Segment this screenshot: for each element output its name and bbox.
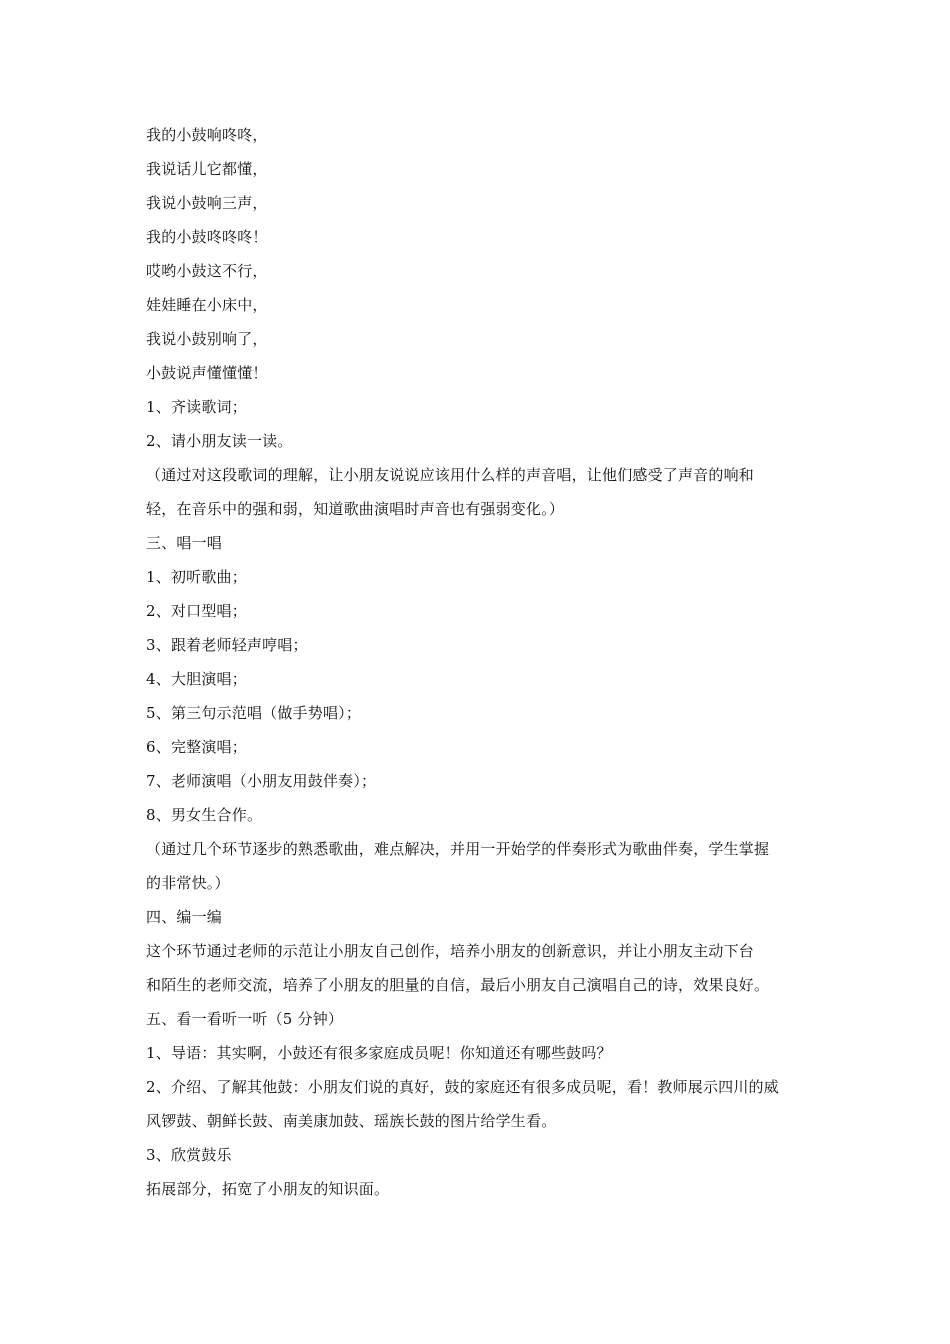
paragraph-line: 的非常快。） xyxy=(146,874,230,892)
paragraph-line: 这个环节通过老师的示范让小朋友自己创作，培养小朋友的创新意识，并让小朋友主动下台 xyxy=(146,942,755,960)
section-heading: 四、编一编 xyxy=(146,908,223,926)
list-item: 3、跟着老师轻声哼唱； xyxy=(146,636,308,654)
lyric-line: 我的小鼓咚咚咚！ xyxy=(146,228,268,246)
section-heading: 三、唱一唱 xyxy=(146,534,223,552)
document-page xyxy=(146,118,816,1206)
paragraph-line: 风锣鼓、朝鲜长鼓、南美康加鼓、瑶族长鼓的图片给学生看。 xyxy=(146,1112,557,1130)
lyric-line: 我的小鼓响咚咚， xyxy=(146,126,268,144)
song-lyrics xyxy=(146,118,816,390)
lyric-line: 我说话儿它都懂， xyxy=(146,160,268,178)
section-compose xyxy=(146,900,816,1002)
lyric-line: 哎哟小鼓这不行， xyxy=(146,262,268,280)
section-heading: 五、看一看听一听（5 分钟） xyxy=(146,1010,344,1028)
paragraph-line: （通过对这段歌词的理解，让小朋友说说应该用什么样的声音唱，让他们感受了声音的响和 xyxy=(146,466,755,484)
list-item: 2、请小朋友读一读。 xyxy=(146,432,293,450)
list-item: 8、男女生合作。 xyxy=(146,806,263,824)
list-item: 7、老师演唱（小朋友用鼓伴奏）； xyxy=(146,772,377,790)
lyric-line: 我说小鼓别响了， xyxy=(146,330,268,348)
list-item: 2、介绍、了解其他鼓：小朋友们说的真好，鼓的家庭还有很多成员呢，看！教师展示四川的威 xyxy=(146,1078,779,1096)
list-item: 6、完整演唱； xyxy=(146,738,247,756)
reading-steps xyxy=(146,390,816,458)
list-item: 5、第三句示范唱（做手势唱）； xyxy=(146,704,362,722)
paragraph-line: （通过几个环节逐步的熟悉歌曲，难点解决，并用一开始学的伴奏形式为歌曲伴奏，学生掌握 xyxy=(146,840,770,858)
list-item: 1、齐读歌词； xyxy=(146,398,247,416)
list-item: 1、初听歌曲； xyxy=(146,568,247,586)
paragraph-line: 和陌生的老师交流，培养了小朋友的胆量的自信，最后小朋友自己演唱自己的诗，效果良好。 xyxy=(146,976,770,994)
lyric-line: 我说小鼓响三声， xyxy=(146,194,268,212)
section-watch-listen xyxy=(146,1002,816,1206)
reading-note xyxy=(146,458,816,526)
list-item: 2、对口型唱； xyxy=(146,602,247,620)
lyric-line: 娃娃睡在小床中， xyxy=(146,296,268,314)
lyric-line: 小鼓说声懂懂懂！ xyxy=(146,364,268,382)
paragraph-line: 拓展部分，拓宽了小朋友的知识面。 xyxy=(146,1180,390,1198)
list-item: 4、大胆演唱； xyxy=(146,670,247,688)
list-item: 1、导语：其实啊，小鼓还有很多家庭成员呢！你知道还有哪些鼓吗？ xyxy=(146,1044,612,1062)
paragraph-line: 轻，在音乐中的强和弱，知道歌曲演唱时声音也有强弱变化。） xyxy=(146,500,565,518)
list-item: 3、欣赏鼓乐 xyxy=(146,1146,232,1164)
section-sing xyxy=(146,526,816,900)
